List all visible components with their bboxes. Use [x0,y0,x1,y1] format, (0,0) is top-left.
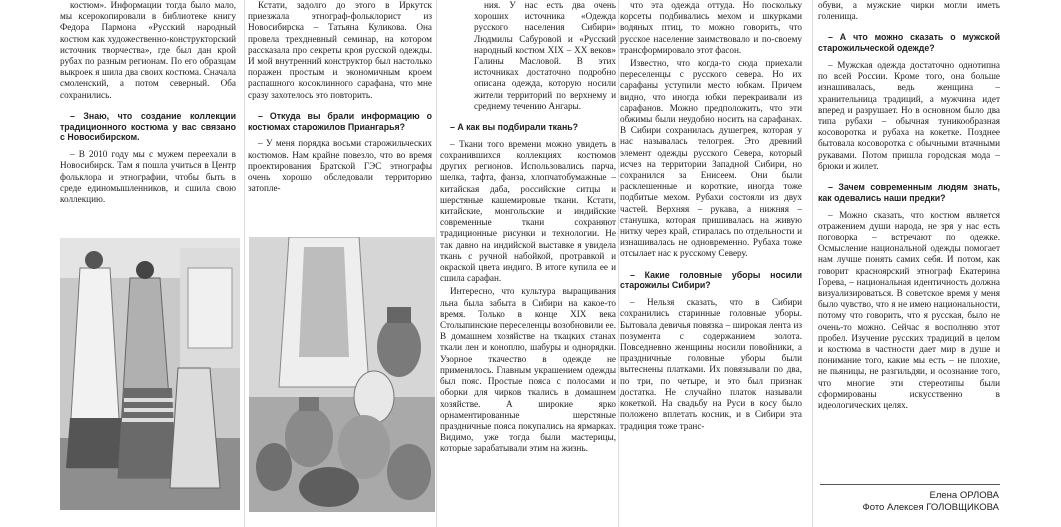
photo-credit: Фото Алексея ГОЛОВЩИКОВА [862,502,999,513]
paragraph: – В 2010 году мы с мужем переехали в Новосибирск. Там я пошла учиться в Центр фольклора и этнографии, чтобы быть в среде единомышленников, и сшила свою коллекцию. [60,149,236,205]
paragraph: Известно, что когда-то сюда приехали переселенцы с русского севера. Но их сарафаны уступили место юбкам. Причем видно, что иногда юбки перекраивали из сарафанов. Можно предположить, что эти обжимы были неудобно носить на сарафанах. В Сибири сохранилась душегрея, которая у нас называлась телогрея. Это древний элемент одежды русского Севера, который исчез на территории Западной Сибири, но сохранился за Енисеем. Они были расклешенные и короткие, иногда тоже подбитые мехом. Рубахи состояли из двух частей. Верхняя – рукава, а нижняя – станушка, которая пришивалась на живую нитку через край, стиралась по отдельности и изнашивалась не одновременно. Рубаха тоже отсылает нас к русскому Северу. [620,58,802,259]
paragraph: – Мужская одежда достаточно однотипна по всей России. Кроме того, она больше изнашивалась, ведь женщина – хранительница традиций, а мужчина идет вперед и разрушает. Но в основном было два типа рубахи – обычная туникообразная косоворотка и рубаха на кокетке. Позднее бытовала косоворотка с обычными втачными рукавами. Потом пришла городская мода – брюки и жилет. [818,60,1000,171]
article-column-2 [248,0,432,196]
interview-question: – А как вы подбирали ткань? [450,122,579,133]
costume-exhibit-illustration [60,238,240,510]
article-column-5 [818,0,1000,482]
article-column-3 [440,0,616,527]
paragraph: – Можно сказать, что костюм является отражением души народа, не зря у нас есть поговорка – встречают по одежке. Осмысление национальной одежды помогает нам лучше понять самих себя. И потом, как говорит красноярский этнограф Екатерина Горева, – национальная идентичность должна визуализироваться. В советское время у меня было чувство, что я не имею национальности, потому что говорить, что я русская, было не очень-то можно. Сейчас я восполняю этот пробел. Изучение русских традиций в целом и костюма в частности дает мир в душе и понимание того, какие мы есть – не плохие, не пьяницы, не разгильдяи, и осознание того, что многие эти стереотипы были сформированы искусственно в идеологических целях. [818,209,1000,411]
pottery-illustration [249,237,435,512]
interview-question: – А что можно сказать о мужской старожильческой одежде? [818,32,1000,54]
interview-question: – Знаю, что создание коллекции традиционного костюма у вас связано с Новосибирском. [60,110,236,143]
article-column-1 [60,0,236,207]
signature-rule [820,484,1000,485]
author-credit: Елена ОРЛОВА [929,490,999,501]
costume-exhibit-photo [60,238,240,510]
pottery-samovar-photo [249,237,435,512]
interview-question: – Откуда вы брали информацию о костюмах старожилов Приангарья? [248,110,432,132]
paragraph: обуви, а мужские чирки могли иметь голенища. [818,0,1000,22]
interview-question: – Какие головные уборы носили старожилы Сибири? [620,269,802,291]
paragraph: – Ткани того времени можно увидеть в сохранившихся коллекциях костюмов других регионов. Использовались парча, шелка, тафта, фанза, хлопчатобумажные – китайская даба, российские ситцы и шерстяные кашемировые ткани. Кстати, китайские, монгольские и индийские современные ткани сохраняют традиционные рисунки и технологии. Не так давно на индийской выставке я увидела ткань с ручной набойкой, протравкой и окраской цвета индиго. В итоге купила ее и сшила сарафан. [440,138,616,284]
paragraph: ния. У нас есть два очень хороших источника «Одежда русского населения Сибири» Людмилы Сабуровой и «Русский народный костюм XIX – XX веков» Галины Масловой. В этих источниках достаточно подробно описана одежда, которую носили жители территорий по верхнему и среднему течению Ангары. [474,0,616,111]
paragraph: – Нельзя сказать, что в Сибири сохранились старинные головные уборы. Бытовала девичья повязка – широкая лента из позумента с содержанием золота. Повседневно женщины носили повойники, а праздничные головные уборы были вытеснены платками. Их повязывали по два, по три, по четыре, и это был признак достатка. Не случайно платок называли кокеткой. На свадьбу на Руси в косу было положено вплетать косник, и в Сибири эта традиция тоже транс- [620,297,802,431]
interview-question: – Зачем современным людям знать, как одевались наши предки? [818,182,1000,203]
paragraph: что эта одежда оттуда. Но поскольку корсеты подбивались мехом и шкурками водяных птиц, то можно говорить, что русское население заимствовало и по-своему трансформировало этот фасон. [620,0,802,55]
paragraph: Интересно, что культура выращивания льна была забыта в Сибири на какое-то время. Только в конце XIX века Столыпинские переселенцы возобновили ее. В домашнем хозяйстве на ткацких станах ткали лен и коноплю, шабуры и однорядки. Узорное ткачество в одежде не применялось. Главным украшением одежды был пояс. Простые пояса с полосами и оборки для чирков ткались в домашнем хозяйстве. А широкие ярко орнаментированные шерстяные праздничные пояса покупались на ярмарках. Видимо, уже тогда были мастерицы, которые зарабатывали этим на жизнь. [440,286,616,454]
paragraph: – У меня порядка восьми старожильческих костюмов. Нам крайне повезло, что во время проектирования Братской ГЭС этнографы очень хорошо обследовали территорию затопле- [248,138,432,194]
paragraph: костюм». Информации тогда было мало, мы ксерокопировали в библиотеке книгу Федора Пармона «Русский народный костюм как художественно-конструкторский источник творчества», где был дан крой рубах по разным регионам. По его образцам выкроек я шила два своих костюма. Сначала смоленский, а потом северный. Оба сохранились. [60,0,236,100]
paragraph: Кстати, задолго до этого в Иркутск приезжала этнограф-фольклорист из Новосибирска – Татьяна Куликова. Она провела трехдневный семинар, на котором рассказала про секреты кроя русской одежды. И мой внутренний конструктор был настолько поражен простым и экономичным кроем распашного косоклинного сарафана, что мне сразу захотелось это повторить. [248,0,432,100]
article-column-4 [620,0,802,527]
